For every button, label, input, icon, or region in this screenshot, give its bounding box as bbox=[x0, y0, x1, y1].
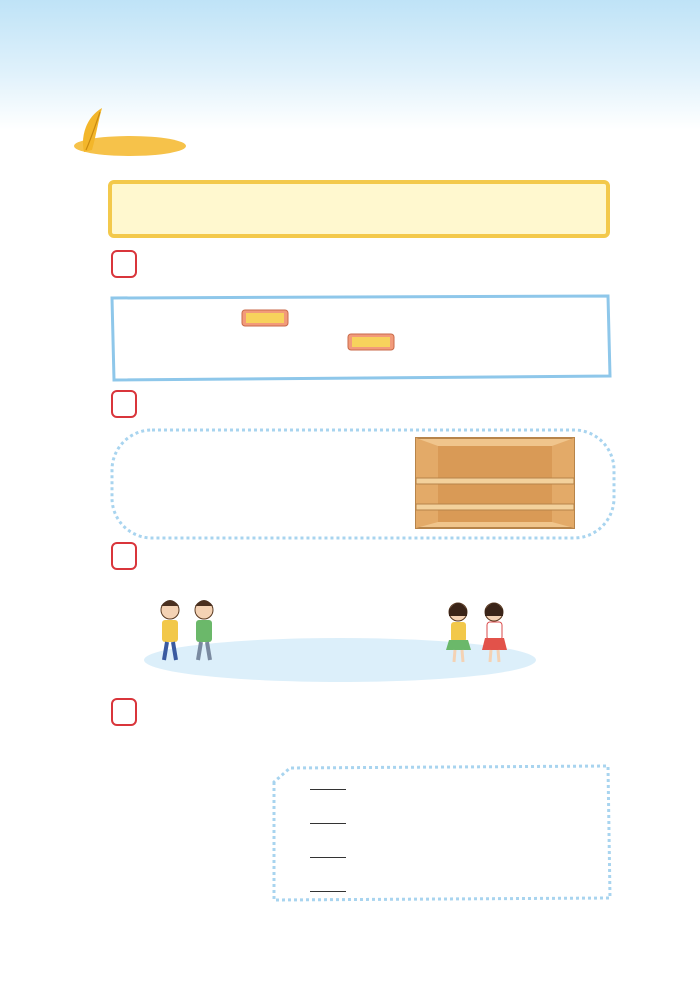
blank-4[interactable] bbox=[310, 877, 346, 892]
fill-line-2 bbox=[308, 808, 348, 829]
answer-box-4[interactable] bbox=[111, 698, 137, 726]
answer-box-3[interactable] bbox=[111, 542, 137, 570]
fill-line-1 bbox=[308, 774, 348, 795]
section-title-badge bbox=[70, 104, 190, 160]
blank-3[interactable] bbox=[310, 843, 346, 858]
problem-4-text bbox=[108, 700, 140, 728]
pencil-box-1 bbox=[242, 310, 288, 326]
problem-1-text bbox=[108, 252, 140, 280]
pencil-box-2 bbox=[348, 334, 394, 350]
answer-box-2[interactable] bbox=[111, 390, 137, 418]
blank-1[interactable] bbox=[310, 775, 346, 790]
cups-shelf-illustration bbox=[108, 426, 620, 544]
balloons-children-illustration bbox=[140, 580, 540, 690]
problem-3-text bbox=[108, 544, 140, 572]
flowers-vases-illustration bbox=[108, 178, 612, 242]
pencils-illustration bbox=[108, 292, 612, 384]
problem-2-text bbox=[108, 392, 140, 420]
answer-box-1[interactable] bbox=[111, 250, 137, 278]
fill-line-4 bbox=[308, 876, 348, 897]
shelf bbox=[416, 438, 574, 528]
fill-line-3 bbox=[308, 842, 348, 863]
oranges-illustration bbox=[96, 784, 266, 874]
blank-2[interactable] bbox=[310, 809, 346, 824]
